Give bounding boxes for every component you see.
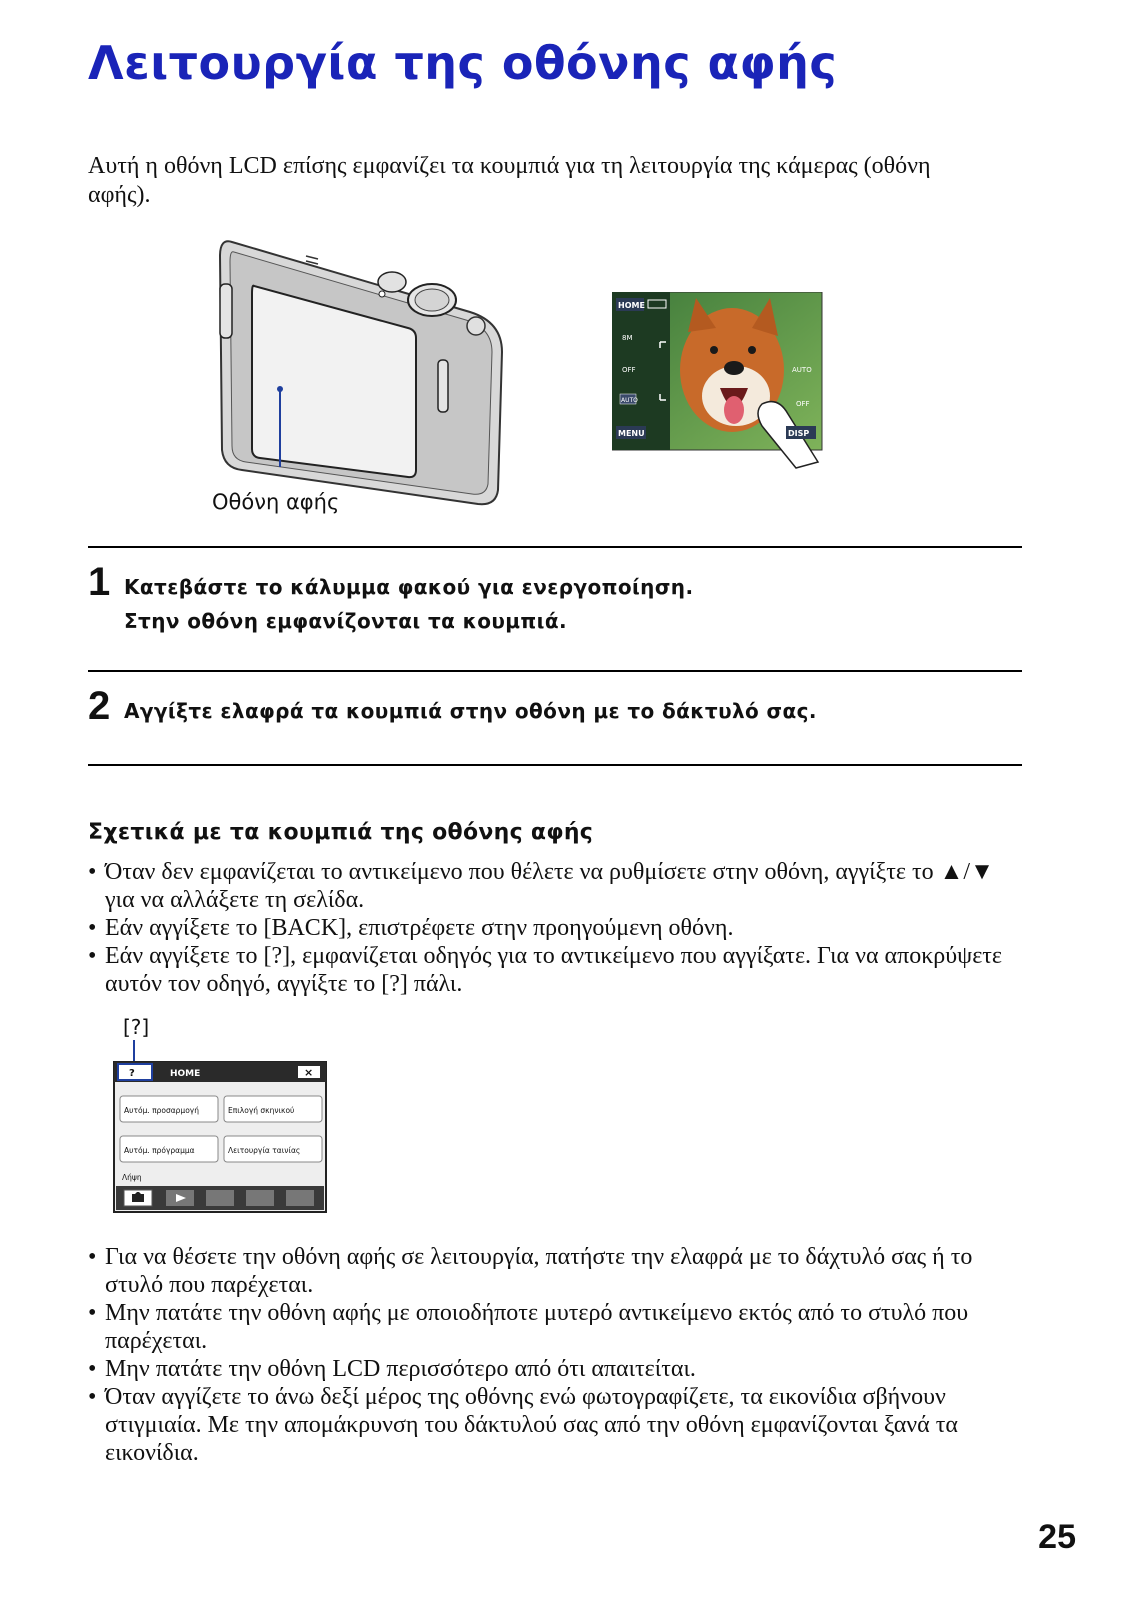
intro-paragraph: Αυτή η οθόνη LCD επίσης εμφανίζει τα κουμπιά για τη λειτουργία της κάμερας (οθόνη αφής). <box>88 153 931 208</box>
button-auto-program: Αυτόμ. πρόγραμμα <box>124 1146 195 1155</box>
step-2-number: 2 <box>88 684 111 728</box>
hud-auto-label: AUTO <box>621 397 638 404</box>
button-movie-mode: Λειτουργία ταινίας <box>228 1146 301 1155</box>
touch-screen-caption: Οθόνη αφής <box>212 490 340 514</box>
list-item: • Μην πατάτε την οθόνη LCD περισσότερο από ότι απαιτείται. <box>88 1355 1023 1383</box>
camera-illustration <box>210 222 510 512</box>
home-screen-drawing <box>112 1040 328 1216</box>
list-item: • Όταν δεν εμφανίζεται το αντικείμενο που θέλετε να ρυθμίσετε στην οθόνη, αγγίξτε το ▲/▼ για να αλλάξετε τη σελίδα. <box>88 858 1023 914</box>
divider <box>88 764 1022 766</box>
home-title: HOME <box>170 1069 201 1079</box>
lcd-preview-illustration <box>612 292 838 472</box>
camera-drawing <box>210 222 510 512</box>
page-title: Λειτουργία της οθόνης αφής <box>88 36 838 90</box>
hud-menu-label: MENU <box>618 429 645 438</box>
step-2-line-1: Αγγίξτε ελαφρά τα κουμπιά στην οθόνη με το δάκτυλό σας. <box>124 699 817 723</box>
list-item: • Όταν αγγίζετε το άνω δεξί μέρος της οθόνης ενώ φωτογραφίζετε, τα εικονίδια σβήνουν στιγμιαία. Με την απομάκρυνση του δάκτυλού σας από την οθόνη εμφανίζονται ξανά τα εικονίδια. <box>88 1383 1023 1467</box>
lcd-preview-drawing <box>612 292 838 472</box>
list-item: • Μην πατάτε την οθόνη αφής με οποιοδήποτε μυτερό αντικείμενο εκτός από το στυλό που παρέχεται. <box>88 1299 1023 1355</box>
list-item: • Για να θέσετε την οθόνη αφής σε λειτουργία, πατήστε την ελαφρά με το δάχτυλό σας ή το στυλό που παρέχεται. <box>88 1243 1023 1299</box>
hud-flash-off-label: OFF <box>796 400 810 408</box>
hud-size-label: 8M <box>622 334 633 342</box>
hud-home-label: HOME <box>618 301 645 310</box>
bullet-list-bottom <box>88 1243 1023 1467</box>
divider <box>88 670 1022 672</box>
home-screen-illustration <box>112 1040 328 1216</box>
help-button-label: [?] <box>123 1015 150 1039</box>
page-number: 25 <box>1038 1518 1076 1556</box>
help-button: ? <box>129 1068 135 1079</box>
step-1-line-2: Στην οθόνη εμφανίζονται τα κουμπιά. <box>124 609 567 633</box>
category-label: Λήψη <box>122 1173 142 1182</box>
bullet-list-top <box>88 858 1023 998</box>
hud-flash-auto-label: AUTO <box>792 366 812 374</box>
list-item: • Εάν αγγίξετε το [BACK], επιστρέφετε στην προηγούμενη οθόνη. <box>88 914 1023 942</box>
step-1-number: 1 <box>88 560 111 604</box>
close-icon: × <box>304 1066 314 1079</box>
hud-off-label: OFF <box>622 366 636 374</box>
button-scene-select: Επιλογή σκηνικού <box>228 1106 295 1115</box>
section-heading: Σχετικά με τα κουμπιά της οθόνης αφής <box>88 820 594 845</box>
divider <box>88 546 1022 548</box>
hud-disp-label: DISP <box>788 429 810 438</box>
button-auto-adjust: Αυτόμ. προσαρμογή <box>124 1106 199 1115</box>
list-item: • Εάν αγγίξετε το [?], εμφανίζεται οδηγός για το αντικείμενο που αγγίξατε. Για να αποκρύψετε αυτόν τον οδηγό, αγγίξτε το [?] πάλι. <box>88 942 1023 998</box>
step-1-line-1: Κατεβάστε το κάλυμμα φακού για ενεργοποίηση. <box>124 575 694 599</box>
